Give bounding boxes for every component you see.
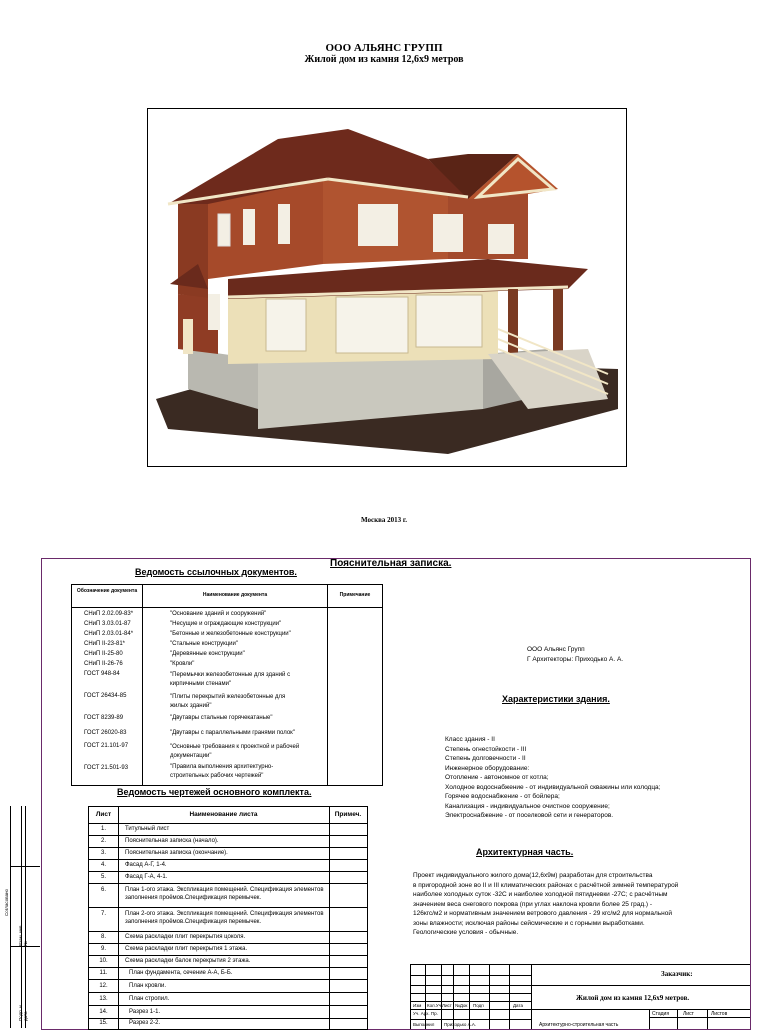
stamp-section: Архитектурно-строительная часть	[539, 1022, 619, 1028]
references-header-note: Примечание	[339, 592, 371, 598]
stamp-sheet-label: Лист	[683, 1011, 694, 1017]
drawing-row-number: 4.	[100, 862, 106, 868]
drawing-row-number: 15.	[99, 1020, 108, 1026]
drawing-row-number: 11.	[99, 970, 108, 976]
margin-label-inv: Взам. инв. №	[18, 924, 28, 946]
reference-code: СНиП II-23-81*	[84, 641, 126, 647]
drawing-row-name: Схема раскладки плит перекрытия цоколя.	[125, 934, 246, 940]
stamp-role-executor: Выполнил	[413, 1022, 435, 1027]
title-block-stamp	[410, 964, 750, 1029]
drawing-row-name: План 1-ого этажа. Экспликация помещений. Спецификация элементов заполнения проёмов.Спецификация перемычек.	[125, 887, 324, 901]
drawing-row-number: 9.	[100, 946, 106, 952]
architecture-line: наиболее холодных суток -32С и наиболее холодной пятидневки -27С; с расчётным	[413, 891, 668, 898]
stamp-col-izm: Изм	[413, 1003, 422, 1008]
drawing-row-number: 3.	[100, 850, 106, 856]
margin-label-agreed: Согласовано	[4, 888, 9, 916]
characteristics-line: Горячее водоснабжение - от бойлера;	[445, 793, 560, 800]
stamp-stage-label: Стадия	[652, 1011, 670, 1017]
drawings-table	[88, 806, 368, 1030]
characteristics-title: Характеристики здания.	[502, 694, 610, 704]
sheet-title: Пояснительная записка.	[330, 558, 452, 569]
drawing-row-name: Разрез 2-2.	[129, 1020, 161, 1026]
drawing-row-name: Пояснительная записка (начало).	[125, 838, 219, 844]
reference-name: "Перемычки железобетонные для зданий с кирпичными стенами"	[170, 672, 291, 687]
characteristics-line: Канализация - индивидуальное очистное сооружение;	[445, 802, 610, 810]
drawings-title: Ведомость чертежей основного комплекта.	[117, 787, 312, 797]
drawing-row-name: План кровли.	[129, 983, 166, 989]
architecture-text	[413, 871, 748, 938]
characteristics-line: Инженерное оборудование:	[445, 764, 530, 772]
architecture-line: значением веса снегового покрова (при углах наклона кровли более 25 град.) -	[413, 900, 653, 908]
characteristics-list	[445, 735, 745, 821]
org-name: ООО Альянс Групп	[527, 646, 585, 653]
stamp-col-list: Лист	[442, 1003, 452, 1008]
reference-name: "Несущие и ограждающие конструкции"	[170, 621, 282, 627]
drawing-row-name: План 2-ого этажа. Экспликация помещений. Спецификация элементов заполнения проёмов.Спецификация перемычек.	[125, 911, 324, 925]
reference-name: "Двутавры стальные горячекатаные"	[170, 715, 273, 721]
reference-name: "Стальные конструкции"	[170, 641, 238, 647]
stamp-sheets-label: Листов	[711, 1011, 728, 1017]
characteristics-line: Отопление - автономное от котла;	[445, 774, 549, 781]
characteristics-line: Холодное водоснабжение - от индивидуальной скважины или колодца;	[445, 783, 661, 791]
drawing-row-name: Схема раскладки балок перекрытия 2 этажа.	[125, 958, 251, 964]
reference-code: СНиП 3.03.01-87	[84, 621, 131, 627]
drawing-row-number: 10.	[99, 958, 108, 964]
cover-city-year: Москва 2013 г.	[360, 516, 408, 524]
architecture-title: Архитектурная часть.	[476, 847, 574, 857]
drawing-row-number: 8.	[100, 934, 106, 940]
house-illustration	[148, 109, 626, 466]
drawing-row-number: 14.	[99, 1009, 108, 1015]
architecture-line: в пригородной зоне во II и III климатических районах с расчётной зимней температурой	[413, 881, 679, 889]
reference-code: СНиП 2.02.09-83*	[84, 611, 134, 617]
architecture-line: Проект индивидуального жилого дома(12,6x9м) разработан для строительства	[413, 872, 653, 879]
org-architects: Г Архитекторы: Приходько А. А.	[527, 656, 624, 663]
characteristics-line: Степень огнестойкости - III	[445, 745, 527, 753]
references-title: Ведомость ссылочных документов.	[135, 567, 297, 577]
binding-margin	[0, 806, 40, 1028]
reference-code: ГОСТ 21.501-93	[84, 765, 129, 771]
reference-name: "Основание зданий и сооружений"	[170, 611, 267, 617]
stamp-executor-name: Приходько А.А.	[444, 1022, 477, 1027]
characteristics-line: Электроснабжение - от поселковой сети и генераторов.	[445, 812, 614, 819]
reference-name: "Основные требования к проектной и рабочей документации"	[170, 744, 300, 759]
reference-name: "Кровли"	[170, 661, 195, 667]
drawing-row-name: Пояснительная записка (окончание).	[125, 850, 228, 856]
characteristics-line: Степень долговечности - II	[445, 755, 526, 762]
drawing-row-name: План стропил.	[129, 996, 170, 1002]
cover-company-title: ООО АЛЬЯНС ГРУПП	[325, 42, 443, 54]
drawing-row-number: 1.	[100, 826, 106, 832]
architecture-line: Геологические условия - обычные.	[413, 929, 519, 936]
stamp-customer: Заказчик:	[661, 970, 693, 978]
stamp-col-ndoc: №Док	[455, 1003, 468, 1008]
reference-name: "Деревянные конструкции"	[170, 651, 245, 657]
reference-name: "Плиты перекрытий железобетонные для жилых зданий"	[170, 694, 286, 709]
drawing-row-name: Фасад А-Г, 1-4.	[125, 862, 167, 868]
house-render-image	[147, 108, 627, 467]
drawing-row-number: 7.	[100, 911, 106, 917]
reference-code: СНиП 2.03.01-84*	[84, 631, 134, 637]
stamp-col-podp: Подп	[473, 1003, 484, 1008]
reference-code: ГОСТ 948-84	[84, 671, 120, 677]
reference-code: СНиП II-26-76	[84, 661, 123, 667]
drawing-row-number: 2.	[100, 838, 106, 844]
drawing-row-number: 5.	[100, 874, 106, 880]
reference-name: "Бетонные и железобетонные конструкции"	[170, 631, 291, 637]
reference-code: СНиП II-25-80	[84, 651, 123, 657]
reference-code: ГОСТ 8239-89	[84, 715, 124, 721]
references-table	[71, 584, 383, 786]
reference-code: ГОСТ 26434-85	[84, 693, 127, 699]
drawings-header-sheet: Лист	[95, 811, 112, 818]
drawing-row-name: Фасад Г-А, 4-1.	[125, 874, 168, 880]
stamp-project-name: Жилой дом из камня 12,6x9 метров.	[576, 994, 690, 1002]
reference-name: "Правила выполнения архитектурно-строительных рабочих чертежей"	[170, 764, 274, 779]
drawing-row-name: План фундамента, сечение А-А, Б-Б.	[129, 970, 233, 976]
stamp-col-koluch: Кол.Уч	[427, 1003, 442, 1008]
margin-label-sign: Подп. и дата	[18, 1005, 28, 1021]
architecture-line: зоны влажности; исключая районы сейсмические и с горными выработками.	[413, 919, 645, 927]
drawings-header-note: Примеч.	[334, 811, 362, 818]
stamp-role-arch: Уч. Арх. Пр.	[413, 1011, 438, 1016]
drawings-header-name: Наименование листа	[189, 811, 258, 818]
stamp-col-data: Дата	[513, 1003, 523, 1008]
reference-code: ГОСТ 21.101-97	[84, 743, 129, 749]
drawing-row-name: Разрез 1-1.	[129, 1009, 161, 1015]
drawing-row-number: 12.	[99, 983, 108, 989]
characteristics-line: Класс здания - II	[445, 736, 495, 743]
references-header-name: Наименование документа	[202, 592, 268, 598]
drawing-row-number: 6.	[100, 887, 106, 893]
drawing-row-number: 13.	[99, 996, 108, 1002]
reference-code: ГОСТ 26020-83	[84, 730, 127, 736]
cover-project-title: Жилой дом из камня 12,6x9 метров	[304, 54, 464, 65]
drawing-row-name: Титульный лист	[125, 826, 170, 832]
architecture-line: 126кгс/м2 и нормативным значением ветрового давления - 29 кгс/м2 для нормальной	[413, 910, 672, 917]
reference-name: "Двутавры с параллельными гранями полок"	[170, 730, 295, 736]
references-header-code: Обозначение документа	[76, 588, 138, 594]
drawing-row-name: Схема раскладки плит перекрытия 1 этажа.	[125, 946, 248, 952]
